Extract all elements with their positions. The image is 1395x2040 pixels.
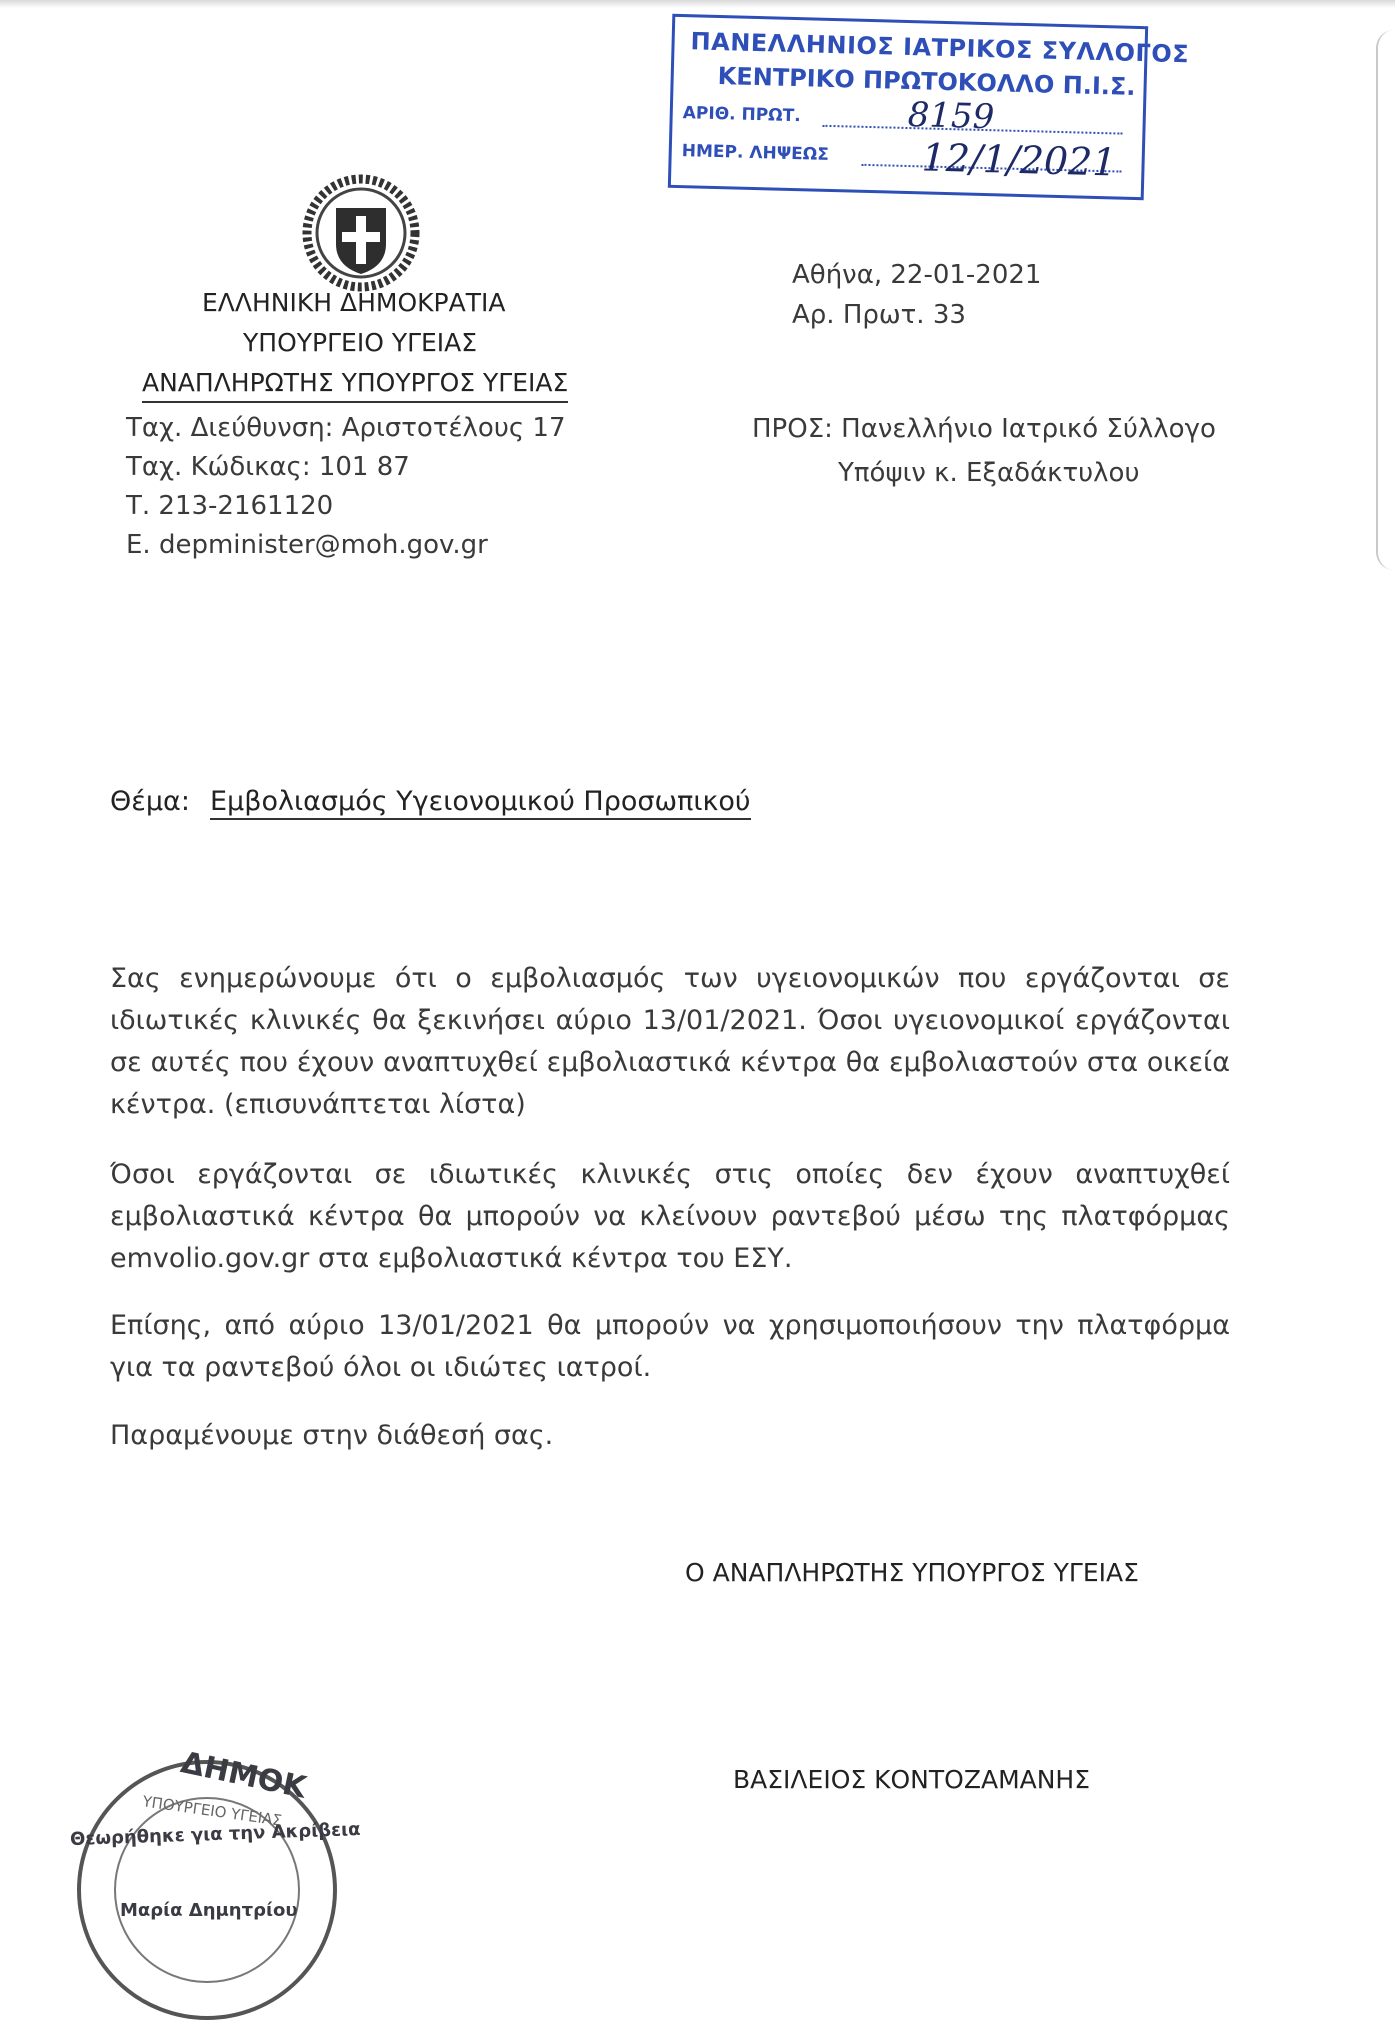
subject-text: Εμβολιασμός Υγειονομικού Προσωπικού [210,786,751,820]
contact-phone: Τ. 213-2161120 [126,491,334,521]
seal-ring-text: ΔΗΜΟΚ [177,1745,310,1806]
header-republic: ΕΛΛΗΝΙΚΗ ΔΗΜΟΚΡΑΤΙΑ [202,288,506,317]
place-date: Αθήνα, 22-01-2021 [792,260,1042,290]
paragraph-2: Όσοι εργάζονται σε ιδιωτικές κλινικές στις οποίες δεν έχουν αναπτυχθεί εμβολιαστικά κέντρα θα μπορούν να κλείνουν ραντεβού μέσω της πλατφόρμας emvolio.gov.gr στα εμβολιαστικά κέντρα του ΕΣΥ. [110,1159,1230,1274]
contact-postal: Ταχ. Κώδικας: 101 87 [126,452,410,482]
certification-seal [62,1740,361,2040]
contact-address: Ταχ. Διεύθυνση: Αριστοτέλους 17 [126,413,566,443]
stamp-number-label: ΑΡΙΘ. ΠΡΩΤ. [682,103,801,127]
paragraph-4: Παραμένουμε στην διάθεσή σας. [110,1420,554,1451]
stamp-line-2: ΚΕΝΤΡΙΚΟ ΠΡΩΤΟΚΟΛΛΟ Π.Ι.Σ. [717,62,1136,101]
seal-certified-text: Θεωρήθηκε για την Ακρίβεια [69,1818,361,1851]
header-deputy-minister: ΑΝΑΠΛΗΡΩΤΗΣ ΥΠΟΥΡΓΟΣ ΥΓΕΙΑΣ [142,368,568,403]
greek-coat-of-arms-icon [302,174,420,292]
seal-inner-text: ΥΠΟΥΡΓΕΙΟ ΥΓΕΙΑΣ [141,1792,284,1830]
contact-email: E. depminister@moh.gov.gr [126,530,488,560]
paragraph-3: Επίσης, από αύριο 13/01/2021 θα μπορούν να χρησιμοποιήσουν την πλατφόρμα για τα ραντεβού όλοι οι ιδιώτες ιατροί. [110,1310,1230,1383]
signature-title: Ο ΑΝΑΠΛΗΡΩΤΗΣ ΥΠΟΥΡΓΟΣ ΥΓΕΙΑΣ [685,1558,1139,1587]
header-ministry: ΥΠΟΥΡΓΕΙΟ ΥΓΕΙΑΣ [243,328,478,357]
recipient-to: ΠΡΟΣ: Πανελλήνιο Ιατρικό Σύλλογο [752,414,1216,444]
page-top-shadow [0,0,1395,8]
signature-name: ΒΑΣΙΛΕΙΟΣ ΚΟΝΤΟΖΑΜΑΝΗΣ [733,1765,1091,1794]
stamp-number-value: 8159 [907,95,995,138]
page-curl-edge [1376,30,1395,570]
recipient-attention: Υπόψιν κ. Εξαδάκτυλου [838,458,1140,488]
stamp-date-value: 12/1/2021 [921,135,1118,185]
stamp-line-1: ΠΑΝΕΛΛΗΝΙΟΣ ΙΑΤΡΙΚΟΣ ΣΥΛΛΟΓΟΣ [690,27,1190,69]
stamp-date-label: ΗΜΕΡ. ΛΗΨΕΩΣ [681,141,830,165]
subject-label: Θέμα: [110,786,190,817]
protocol-number: Αρ. Πρωτ. 33 [792,300,966,330]
paragraph-1: Σας ενημερώνουμε ότι ο εμβολιασμός των υγειονομικών που εργάζονται σε ιδιωτικές κλινικές θα ξεκινήσει αύριο 13/01/2021. Όσοι υγειονομικοί εργάζονται σε αυτές που έχουν αναπτυχθεί εμβολιαστικά κέντρα θα εμβολιαστούν στα οικεία κέντρα. (επισυνάπτεται λίστα) [110,963,1230,1120]
received-stamp [668,14,1190,200]
seal-signer: Μαρία Δημητρίου [120,1900,298,1921]
